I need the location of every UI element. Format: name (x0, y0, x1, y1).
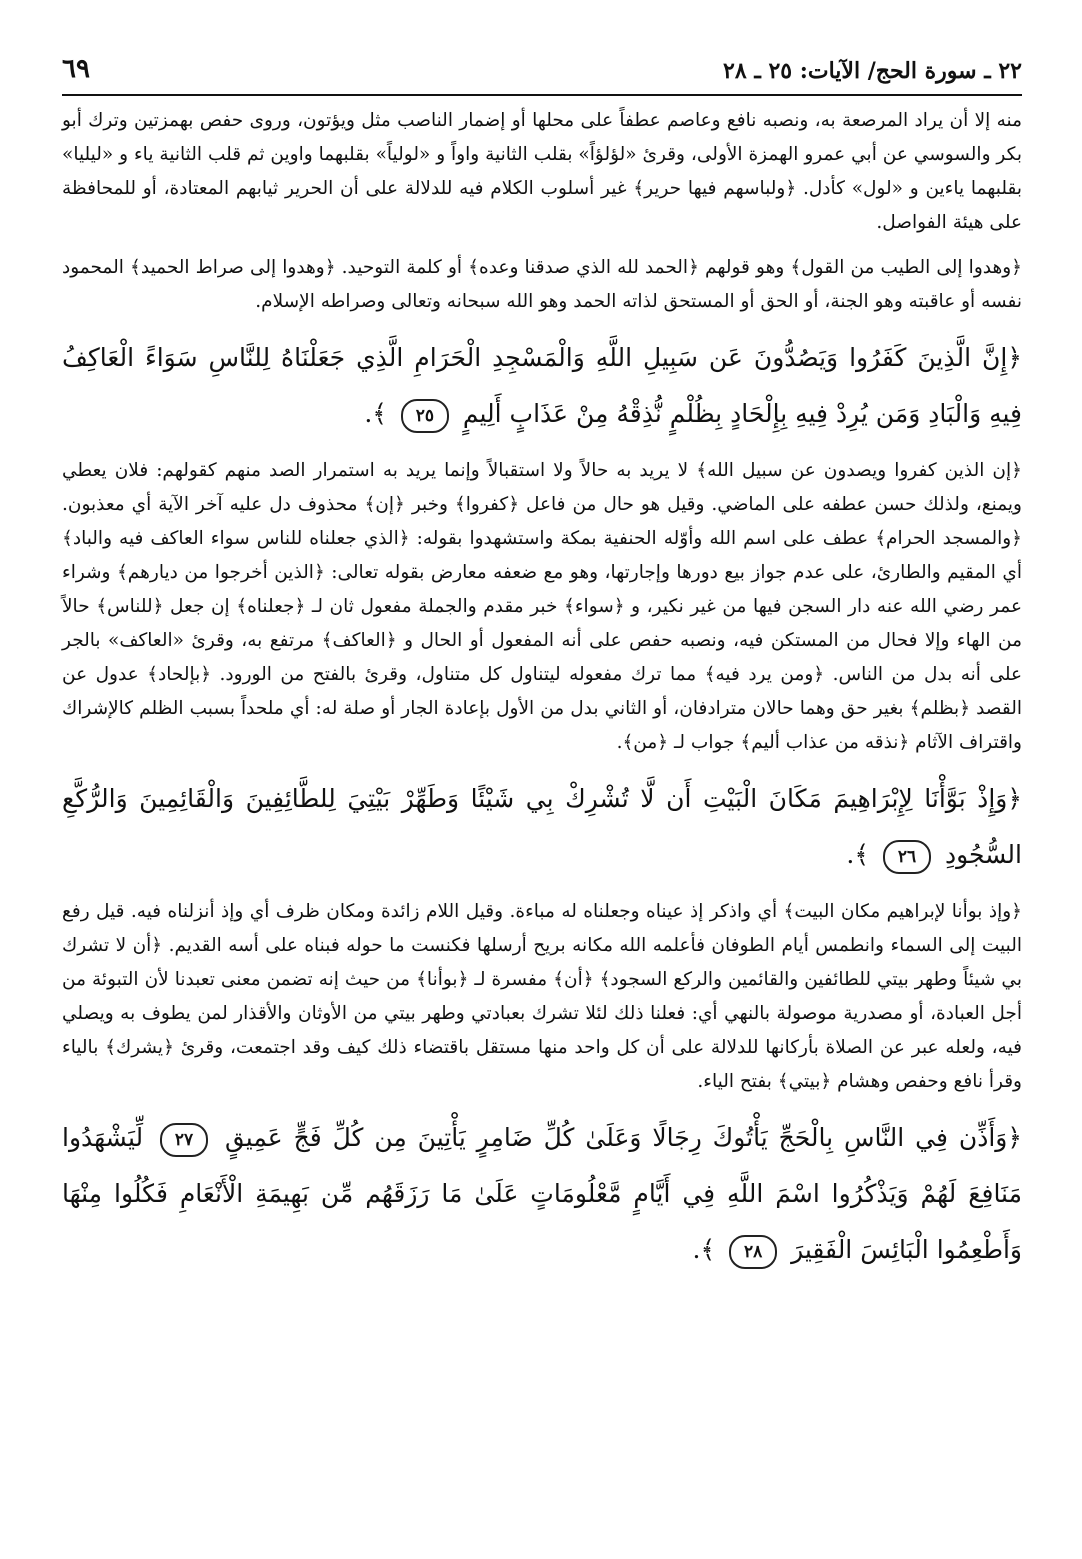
verse-text: ﴿إِنَّ الَّذِينَ كَفَرُوا وَيَصُدُّونَ عَن سَبِيلِ اللَّهِ وَالْمَسْجِدِ الْحَرَامِ الَّذِي جَعَلْنَاهُ لِلنَّاسِ سَوَاءً الْعَاكِفُ فِيهِ وَالْبَادِ وَمَن يُرِدْ فِيهِ بِإِلْحَادٍ بِظُلْمٍ نُّذِقْهُ مِنْ عَذَابٍ أَلِيمٍ (62, 343, 1022, 428)
verse-text: ﴿وَإِذْ بَوَّأْنَا لِإِبْرَاهِيمَ مَكَانَ الْبَيْتِ أَن لَّا تُشْرِكْ بِي شَيْئًا وَطَهِّرْ بَيْتِيَ لِلطَّائِفِينَ وَالْقَائِمِينَ وَالرُّكَّعِ السُّجُودِ (62, 784, 1022, 869)
verse-number-marker: ٢٥ (401, 399, 449, 433)
verse-number-marker: ٢٧ (160, 1123, 208, 1157)
page-body (62, 104, 1022, 1290)
verse-end: ﴾. (846, 840, 870, 869)
verse-number-marker: ٢٦ (883, 840, 931, 874)
verse-number-marker: ٢٨ (729, 1235, 777, 1269)
verse-end: ﴾. (692, 1235, 716, 1264)
commentary-paragraph: ﴿وهدوا إلى الطيب من القول﴾ وهو قولهم ﴿الحمد لله الذي صدقنا وعده﴾ أو كلمة التوحيد. ﴿وهدوا إلى صراط الحميد﴾ المحمود نفسه أو عاقبته وهو الجنة، أو الحق أو المستحق لذاته الحمد وهو الله سبحانه وتعالى وصراطه الإسلام. (62, 257, 1022, 312)
quran-verse (62, 771, 1022, 883)
page-header (62, 52, 1022, 92)
verse-end: ﴾. (364, 399, 387, 428)
verse-text: ﴿وَأَذِّن فِي النَّاسِ بِالْحَجِّ يَأْتُوكَ رِجَالًا وَعَلَىٰ كُلِّ ضَامِرٍ يَأْتِينَ مِن كُلِّ فَجٍّ عَمِيقٍ (224, 1123, 1022, 1152)
commentary-paragraph: ﴿إن الذين كفروا ويصدون عن سبيل الله﴾ لا يريد به حالاً ولا استقبالاً وإنما يريد به استمرار الصد منهم كقولهم: فلان يعطي ويمنع، ولذلك حسن عطفه على الماضي. وقيل هو حال من فاعل ﴿كفروا﴾ وخبر ﴿إن﴾ محذوف دل عليه آخر الآية أي معذبون. ﴿والمسجد الحرام﴾ عطف على اسم الله وأوّله الحنفية بمكة واستشهدوا بقوله: ﴿الذي جعلناه للناس سواء العاكف فيه والباد﴾ أي المقيم والطارئ، على عدم جواز بيع دورها وإجارتها، وهو مع ضعفه معارض بقوله تعالى: ﴿الذين أخرجوا من ديارهم﴾ وشراء عمر رضي الله عنه دار السجن فيها من غير نكير، و ﴿سواء﴾ خبر مقدم والجملة مفعول ثان لـ ﴿جعلناه﴾ إن جعل ﴿للناس﴾ حالاً من الهاء وإلا فحال من المستكن فيه، ونصبه حفص على أنه المفعول أو الحال و ﴿العاكف﴾ مرتفع به، وقرئ «العاكف» بالجر على أنه بدل من الناس. ﴿ومن يرد فيه﴾ مما ترك مفعوله ليتناول كل متناول، وقرئ بالفتح من الورود. ﴿بإلحاد﴾ عدول عن القصد ﴿بظلم﴾ بغير حق وهما حالان مترادفان، أو الثاني بدل من الأول بإعادة الجار أو صلة له: أي ملحداً بسبب الظلم كالإشراك واقتراف الآثام ﴿نذقه من عذاب أليم﴾ جواب لـ ﴿من﴾. (62, 460, 1022, 753)
commentary-paragraph: منه إلا أن يراد المرصعة به، ونصبه نافع وعاصم عطفاً على محلها أو إضمار الناصب مثل ويؤتون، وروى حفص بهمزتين وترك أبو بكر والسوسي عن أبي عمرو الهمزة الأولى، وقرئ «لؤلؤاً» بقلب الثانية واواً و «لولياً» بقلبهما واوين ثم قلب الثانية ياء و «ليليا» بقلبهما ياءين و «لول» كأدل. ﴿ولباسهم فيها حرير﴾ غير أسلوب الكلام فيه للدلالة على أن الحرير ثيابهم المعتادة، أو للمحافظة على هيئة الفواصل. (62, 110, 1022, 233)
running-title: ٢٢ ـ سورة الحج/ الآيات: ٢٥ ـ ٢٨ (723, 58, 1022, 84)
page-number: ٦٩ (62, 54, 90, 84)
commentary-paragraph: ﴿وإذ بوأنا لإبراهيم مكان البيت﴾ أي واذكر إذ عيناه وجعلناه له مباءة. وقيل اللام زائدة ومكان ظرف أي وإذ أنزلناه فيه. قيل رفع البيت إلى السماء وانطمس أيام الطوفان فأعلمه الله مكانه بريح أرسلها فكنست ما حوله فبناه على أسه القديم. ﴿أن لا تشرك بي شيئاً وطهر بيتي للطائفين والقائمين والركع السجود﴾ ﴿أن﴾ مفسرة لـ ﴿بوأنا﴾ من حيث إنه تضمن معنى تعبدنا لأن التبوئة من أجل العبادة، أو مصدرية موصولة بالنهي أي: فعلنا ذلك لئلا تشرك بعبادتي وطهر بيتي من الأوثان والأقذار لمن يطوف به ويصلي فيه، ولعله عبر عن الصلاة بأركانها للدلالة على أن كل واحد منها مستقل باقتضاء ذلك كيف وقد اجتمعت، وقرئ ﴿يشرك﴾ بالياء وقرأ نافع وحفص وهشام ﴿بيتي﴾ بفتح الياء. (62, 901, 1022, 1092)
header-rule (62, 94, 1022, 96)
verse-text: لِّيَشْهَدُوا مَنَافِعَ لَهُمْ وَيَذْكُرُوا اسْمَ اللَّهِ فِي أَيَّامٍ مَّعْلُومَاتٍ عَلَىٰ مَا رَزَقَهُم مِّن بَهِيمَةِ الْأَنْعَامِ فَكُلُوا مِنْهَا وَأَطْعِمُوا الْبَائِسَ الْفَقِيرَ (62, 1123, 1022, 1264)
quran-verse (62, 330, 1022, 442)
quran-verse (62, 1110, 1022, 1278)
